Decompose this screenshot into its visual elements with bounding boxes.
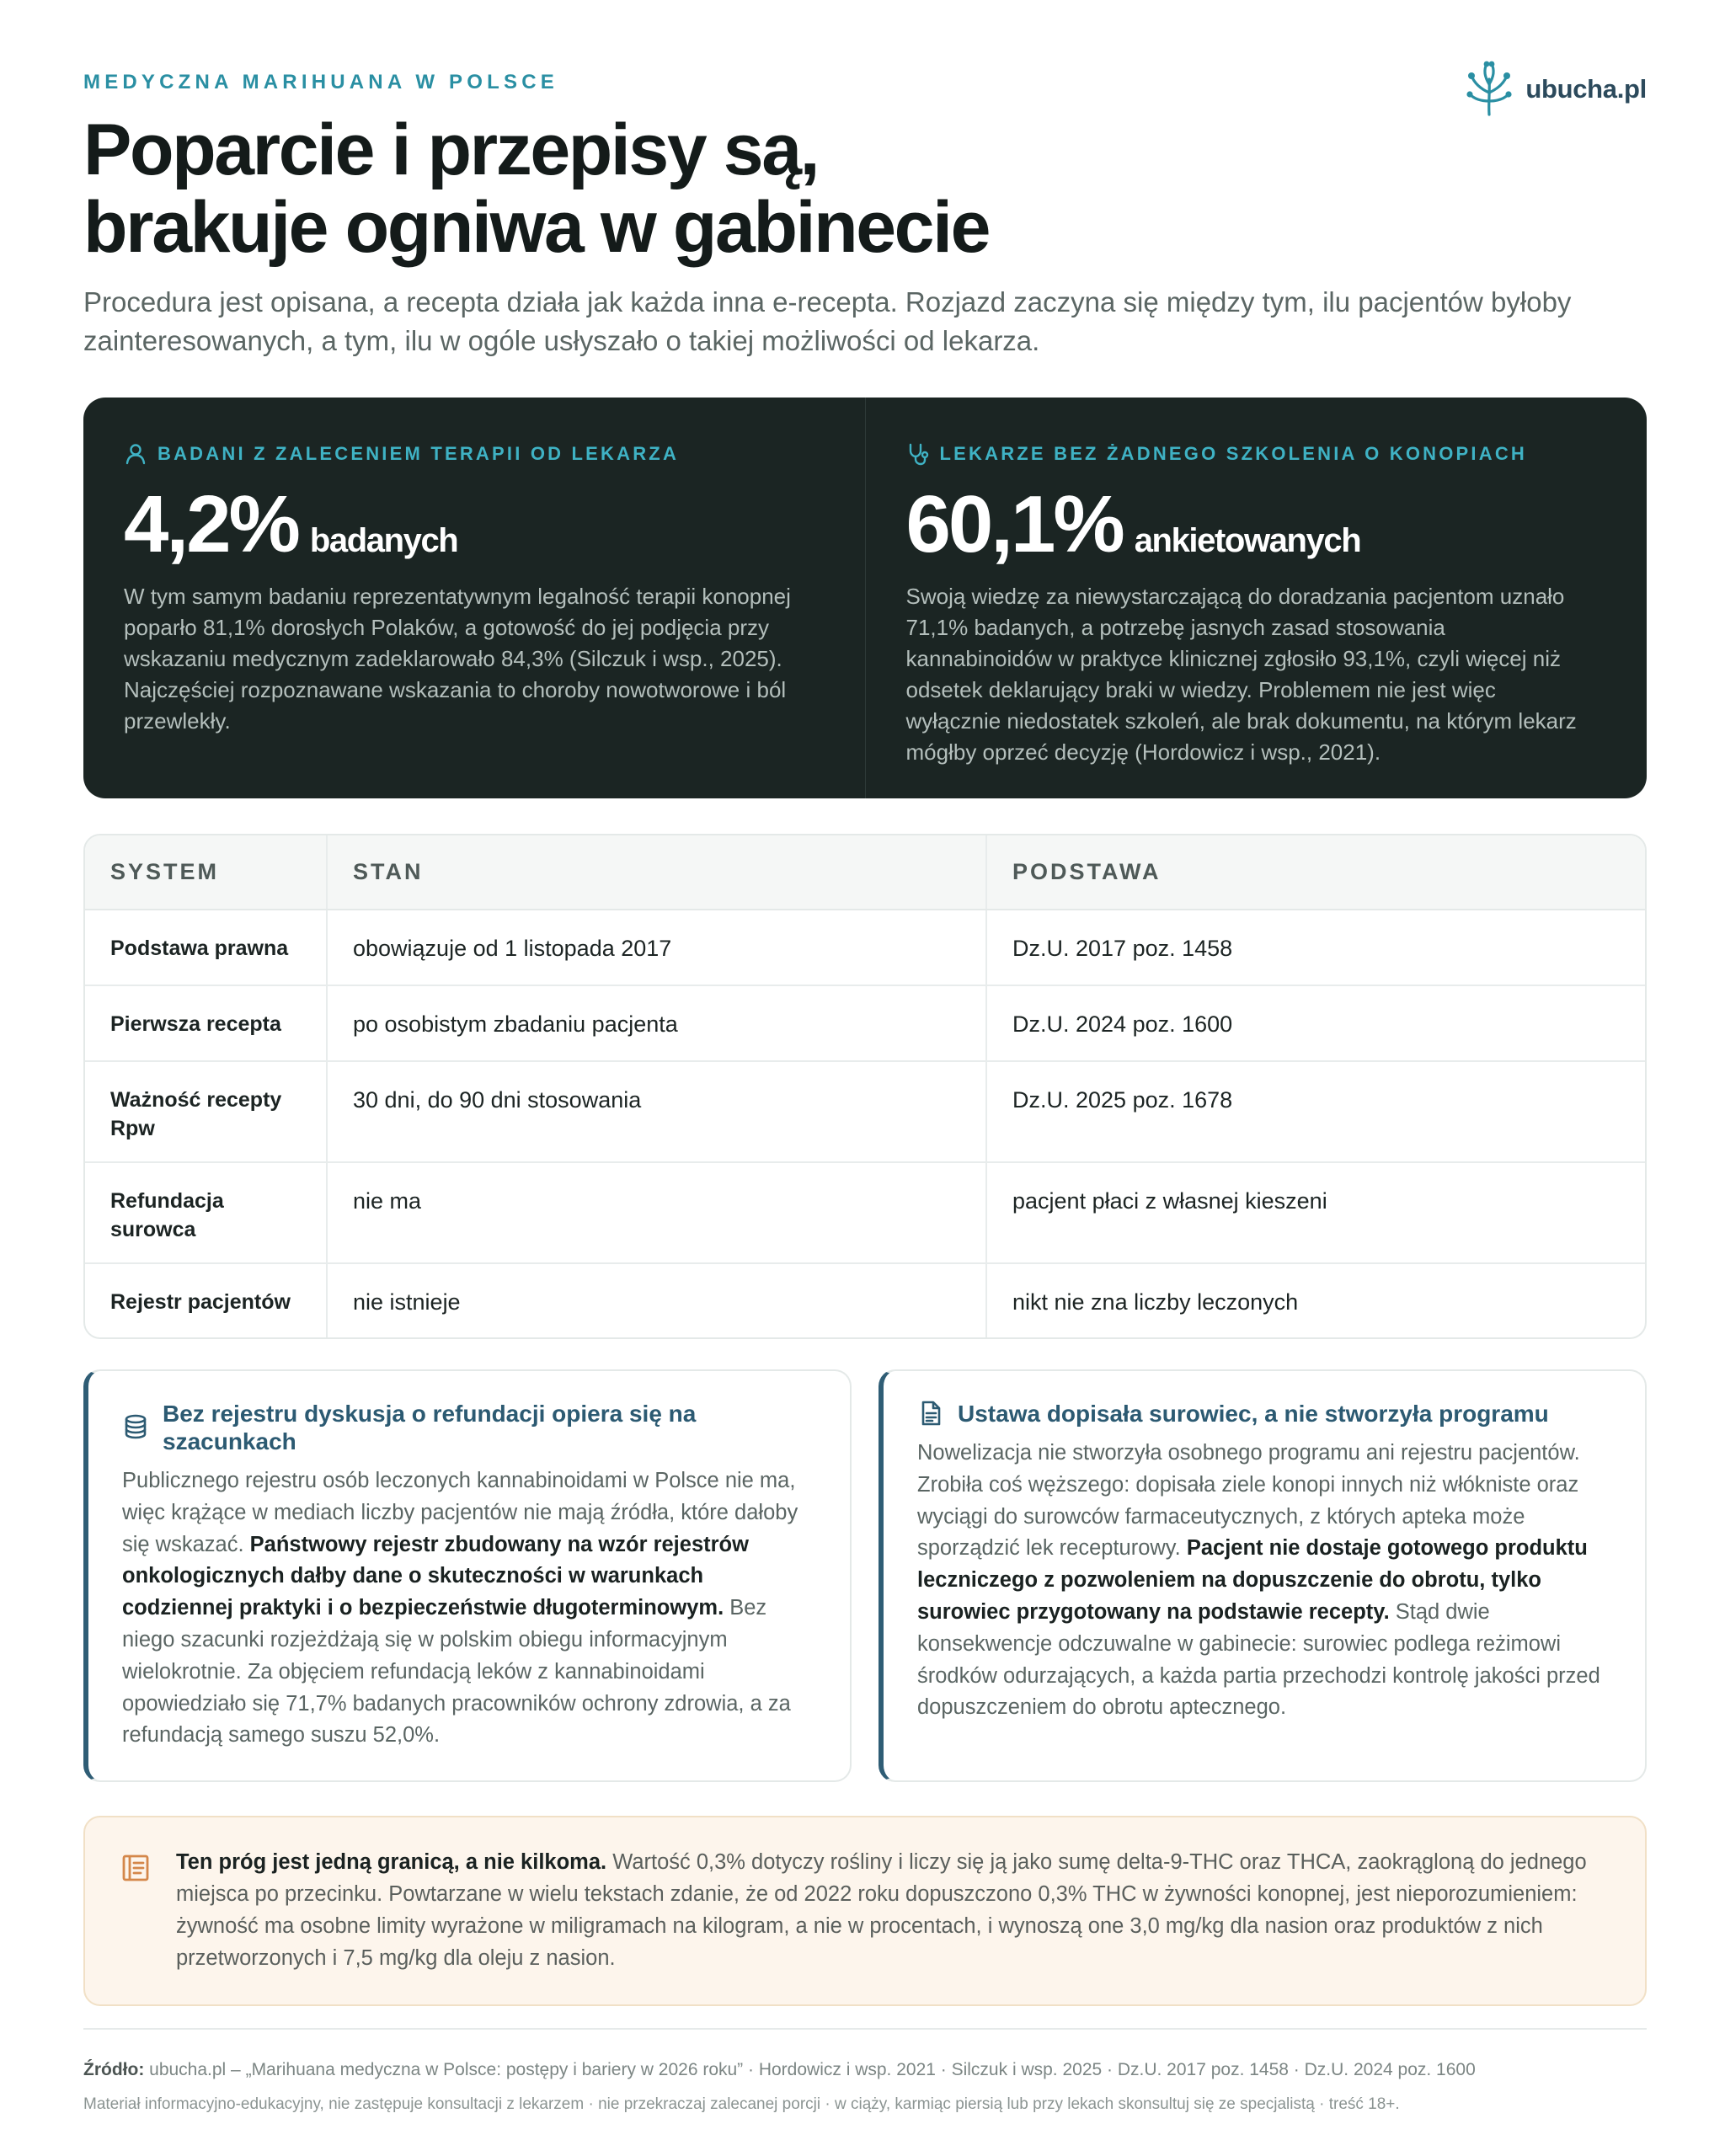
stat-label-text: BADANI Z ZALECENIEM TERAPII OD LEKARZA (158, 443, 680, 464)
note-text (176, 1846, 1605, 2004)
column-header-stan: STAN (327, 835, 986, 910)
card-title: Ustawa dopisała surowiec, a nie stworzyła programu (958, 1401, 1549, 1427)
regulation-table (83, 834, 1647, 1339)
table-cell-stan: nie istnieje (327, 1263, 986, 1337)
thc-threshold-note (83, 1816, 1647, 2006)
note-emphasis: Ten próg jest jedną granicą, a nie kilkoma. (176, 1850, 607, 1874)
table-cell-system: Pierwsza recepta (85, 985, 327, 1061)
table-cell-podstawa: nikt nie zna liczby leczonych (986, 1263, 1645, 1337)
stat-label-text: LEKARZE BEZ ŻADNEGO SZKOLENIA O KONOPIACH (939, 443, 1528, 464)
card-text-part: Nowelizacja nie stworzyła osobnego programu ani rejestru pacjentów. Zrobiła coś węższego: dopisała ziele konopi innych niż włókniste oraz wyciągi do surowców farmaceutycznych, z których apteka może sporządzić lek recepturowy. (917, 1441, 1580, 1561)
stat-description: W tym samym badaniu reprezentatywnym legalność terapii konopnej poparło 81,1% dorosłych Polaków, a gotowość do jej podjęcia przy wskazaniu medycznym zadeklarowało 84,3% (Silczuk i wsp., 2025). Najczęściej rozpoznawane wskazania to choroby nowotworowe i ból przewlekły. (124, 584, 791, 734)
column-header-podstawa: PODSTAWA (986, 835, 1645, 910)
source-line (83, 2060, 1476, 2080)
table-cell-podstawa: Dz.U. 2024 poz. 1600 (986, 985, 1645, 1061)
table-header-row (85, 835, 1645, 910)
table-cell-podstawa: Dz.U. 2017 poz. 1458 (986, 910, 1645, 985)
stat-figure (124, 480, 825, 569)
stat-description: Swoją wiedzę za niewystarczającą do doradzania pacjentom uznało 71,1% badanych, a potrzebę jasnych zasad stosowania kannabinoidów w praktyce klinicznej zgłosiło 93,1%, czyli więcej niż odsetek deklarujący braki w wiedzy. Problemem nie jest więc wyłącznie niedostatek szkoleń, ale brak dokumentu, na którym lekarz mógłby oprzeć decyzję (Hordowicz i wsp., 2021). (905, 584, 1577, 765)
table-cell-system: Ważność recepty Rpw (85, 1061, 327, 1162)
table-row (85, 985, 1645, 1061)
card-text-part: Bez niego szacunki rozjeżdżają się w polskim obiegu informacyjnym wielokrotnie. Za objęciem refundacją leków z kannabinoidami opowiedziało się 71,7% badanych pracowników ochrony zdrowia, a za refundacją samego suszu 52,0%. (122, 1596, 791, 1748)
stat-unit: badanych (309, 522, 458, 559)
info-card-registry (83, 1369, 852, 1782)
card-text-part: Publicznego rejestru osób leczonych kannabinoidami w Polsce nie ma, więc krążące w mediach liczby pacjentów nie mają źródła, które dałoby się wskazać. (122, 1469, 798, 1556)
stat-figure (906, 480, 1607, 569)
table-cell-stan: 30 dni, do 90 dni stosowania (327, 1061, 986, 1162)
stat-value: 60,1% (905, 479, 1123, 569)
cannabis-leaf-logo-icon (1465, 59, 1514, 120)
table-row (85, 1061, 1645, 1162)
source-text: ubucha.pl – „Marihuana medyczna w Polsce: postępy i bariery w 2026 roku” · Hordowicz i wsp. 2021 · Silczuk i wsp. 2025 · Dz.U. 2017 poz. 1458 · Dz.U. 2024 poz. 1600 (144, 2060, 1476, 2079)
user-icon (124, 442, 147, 466)
footer-divider (83, 2028, 1647, 2030)
table-cell-system: Podstawa prawna (85, 910, 327, 985)
table-cell-system: Refundacja surowca (85, 1162, 327, 1263)
table-cell-system: Rejestr pacjentów (110, 1290, 291, 1314)
column-header-system: SYSTEM (85, 835, 327, 910)
card-header (917, 1400, 1611, 1428)
lead-paragraph: Procedura jest opisana, a recepta działa jak każda inna e‑recepta. Rozjazd zaczyna się między tym, ilu pacjentów byłoby zainteresowanych, a tym, ilu w ogóle usłyszało o takiej możliwości od lekarza. (83, 286, 1572, 356)
kicker-label: MEDYCZNA MARIHUANA W POLSCE (83, 71, 558, 93)
title-line-1: Poparcie i przepisy są, (83, 109, 819, 190)
card-text-emphasis: Państwowy rejestr zbudowany na wzór rejestrów onkologicznych dałby dane o skuteczności w warunkach codziennej praktyki i o bezpieczeństwie długoterminowym. (122, 1532, 749, 1620)
database-icon (122, 1413, 149, 1440)
logo-text: ubucha.pl (1525, 74, 1647, 104)
card-text-emphasis: Pacjent nie dostaje gotowego produktu leczniczego z pozwoleniem na dopuszczenie do obrotu, tylko surowiec przygotowany na podstawie recepty. (917, 1536, 1588, 1624)
list-icon (120, 1853, 151, 1883)
info-card-law (879, 1369, 1647, 1782)
stats-panel (83, 398, 1647, 798)
card-body (917, 1438, 1611, 1724)
card-title: Bez rejestru dyskusja o refundacji opiera się na szacunkach (163, 1401, 697, 1454)
table-cell-stan: nie ma (327, 1162, 986, 1263)
title-line-2: brakuje ogniwa w gabinecie (83, 187, 990, 268)
info-cards (83, 1369, 1647, 1782)
table-cell-stan: obowiązuje od 1 listopada 2017 (327, 910, 986, 985)
table-row (85, 1162, 1645, 1263)
table-row (85, 1263, 1645, 1337)
stat-label (124, 440, 825, 468)
brand-logo[interactable] (1465, 59, 1647, 120)
disclaimer: Materiał informacyjno‑edukacyjny, nie zastępuje konsultacji z lekarzem · nie przekraczaj zalecanej porcji · w ciąży, karmiąc piersią lub przy lekach skonsultuj się ze specjalistą · treść 18+. (83, 2095, 1400, 2113)
table-cell-podstawa: pacjent płaci z własnej kieszeni (986, 1162, 1645, 1263)
page-title (83, 111, 1347, 266)
stat-patients-recommended (83, 398, 865, 798)
table-cell-stan: po osobistym zbadaniu pacjenta (327, 985, 986, 1061)
table-row (85, 910, 1645, 985)
stat-unit: ankietowanych (1134, 522, 1361, 559)
stat-label (906, 440, 1607, 468)
stat-value: 4,2% (124, 479, 298, 569)
stat-doctors-untrained (865, 398, 1648, 798)
note-body: Wartość 0,3% dotyczy rośliny i liczy się ją jako sumę delta‑9‑THC oraz THCA, zaokrągloną do jednego miejsca po przecinku. Powtarzane w wielu tekstach zdanie, że od 2022 roku dopuszczono 0,3% THC w żywności konopnej, jest nieporozumieniem: żywność ma osobne limity wyrażone w miligramach na kilogram, a nie w procentach, i wynoszą one 3,0 mg/kg dla nasion oraz produktów z nich przetworzonych i 7,5 mg/kg dla oleju z nasion. (176, 1850, 1587, 1970)
document-icon (917, 1400, 944, 1427)
table-cell-podstawa: Dz.U. 2025 poz. 1678 (986, 1061, 1645, 1162)
card-body (122, 1465, 816, 1752)
source-label: Źródło: (83, 2060, 145, 2079)
card-text-part: Stąd dwie konsekwencje odczuwalne w gabinecie: surowiec podlega reżimowi środków odurzających, a każda partia przechodzi kontrolę jakości przed dopuszczeniem do obrotu aptecznego. (917, 1599, 1600, 1720)
stethoscope-icon (906, 442, 930, 466)
card-header (122, 1400, 816, 1455)
